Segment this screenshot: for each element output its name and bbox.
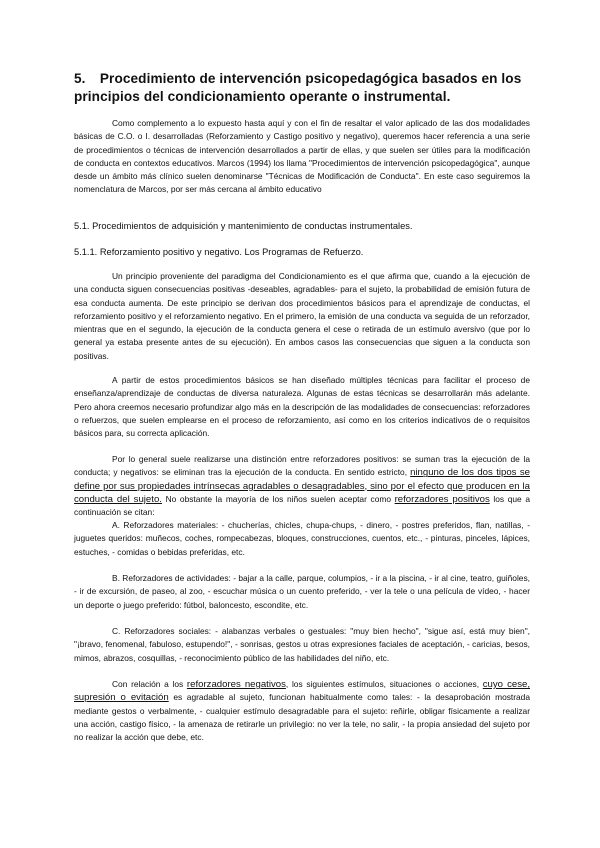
- section-title: Procedimiento de intervención psicopedagógica basados en los principios del condicionamiento operante o instrumental.: [74, 71, 522, 104]
- list-item-activities: B. Reforzadores de actividades: - bajar a la calle, parque, columpios, - ir a la piscina, - ir al cine, teatro, guiñoles, - ir de excursión, de paseo, al zoo, - escuchar música o un cuento preferido, - ver la tele o una película de vídeo, - hacer un deporte o juego preferido: fútbol, baloncesto, escondite, etc.: [74, 573, 530, 610]
- negative-underlined-cessation: cuyo cese, supresión o evitación: [74, 679, 530, 704]
- distinction-underlined-positive: reforzadores positivos: [394, 493, 490, 505]
- subsection-5-1-heading: 5.1. Procedimientos de adquisición y mantenimiento de conductas instrumentales.: [74, 221, 413, 231]
- intro-paragraph: Como complemento a lo expuesto hasta aquí y con el fin de resaltar el valor aplicado de las dos modalidades básicas de C.O. o I. desarrolladas (Reforzamiento y Castigo positivo y negativo), queremos hacer referencia a una serie de procedimientos o técnicas de intervención desarrollados a partir de ellas, y que suelen ser útiles para la modificación de conducta en contextos educativos. Marcos (1994) los llama "Procedimientos de intervención psicopedagógica", aunque desde un ámbito más clínico suelen denominarse "Técnicas de Modificación de Conducta". En este caso seguiremos la nomenclatura de Marcos, por ser más cercana al ámbito educativo: [74, 118, 530, 195]
- paragraph-negative: [74, 678, 530, 744]
- section-heading: [74, 70, 534, 106]
- paragraph-principle: Un principio proveniente del paradigma del Condicionamiento es el que afirma que, cuando a la ejecución de una conducta siguen consecuencias positivas -deseables, agradables- para el sujeto, la probabilidad de emisión futura de esa conducta aumenta. De este principio se derivan dos procedimientos básicos para el aprendizaje de conductas, el reforzamiento positivo y el reforzamiento negativo. En el primero, la emisión de una conducta va seguida de un reforzador, mientras que en el segundo, la ejecución de la conducta genera el cese o retirada de un estímulo aversivo (que por lo general ya estaba presente antes de su ejecución). En ambos casos las consecuencias que siguen a la conducta son positivas.: [74, 271, 530, 361]
- section-number: 5.: [74, 71, 86, 86]
- subsection-5-1-1-heading: 5.1.1. Reforzamiento positivo y negativo. Los Programas de Refuerzo.: [74, 247, 364, 257]
- list-item-material: A. Reforzadores materiales: - chucherías, chicles, chupa-chups, - dinero, - postres preferidos, flan, natillas, - juguetes queridos: muñecos, coches, rompecabezas, bloques, construcciones, cuentos, etc., - pinturas, pinceles, lápices, estuches, - comidas o bebidas preferidas, etc.: [74, 520, 530, 557]
- distinction-text-3: los que a continuación se citan:: [74, 493, 530, 518]
- distinction-text-1: Por lo general suele realizarse una distinción entre reforzadores positivos: se suman tras la ejecución de la conducta; y negativos: se eliminan tras la ejecución de la conducta. En sentido estricto,: [74, 454, 530, 478]
- negative-text-3: es agradable al sujeto, funcionan habitualmente como tales: - la desaprobación mostrada mediante gestos o verbalmente, - cualquier estímulo desagradable para el sujeto: reñirle, obligar físicamente a realizar una acción, castigo físico, - la amenaza de retirarle un privilegio: no ver la tele, no salir, - la propia ansiedad del sujeto por no realizar la acción que debe, etc.: [74, 692, 530, 743]
- distinction-text-2: No obstante la mayoría de los niños suelen aceptar como: [161, 493, 395, 504]
- paragraph-techniques: A partir de estos procedimientos básicos se han diseñado múltiples técnicas para facilitar el proceso de enseñanza/aprendizaje de conductas de diversa naturaleza. Algunas de estas técnicas se desarrollarán más adelante. Pero ahora creemos necesario profundizar algo más en la descripción de las modalidades de consecuencias: reforzadores o refuerzos, que suelen emplearse en el proceso de reforzamiento, así como en los criterios indicativos de o requisitos básicos para, su correcta aplicación.: [74, 375, 530, 439]
- negative-text-2: , los siguientes estímulos, situaciones o acciones,: [285, 679, 483, 689]
- negative-text-1: Con relación a los: [112, 679, 187, 689]
- list-item-social: C. Reforzadores sociales: - alabanzas verbales o gestuales: "muy bien hecho", "sigue así, está muy bien", "¡bravo, fenomenal, fabuloso, estupendo!", - sonrisas, gestos u otras expresiones faciales de aceptación, - caricias, besos, mimos, abrazos, cosquillas, - reconocimiento público de las habilidades del niño, etc.: [74, 626, 530, 663]
- paragraph-distinction: [74, 453, 530, 519]
- negative-underlined-reinforcers: reforzadores negativos: [186, 679, 286, 690]
- distinction-underlined-definition: ninguno de los dos tipos se define por sus propiedades intrínsecas agradables o desagradables, sino por el efecto que producen en la conducta del sujeto.: [74, 467, 530, 505]
